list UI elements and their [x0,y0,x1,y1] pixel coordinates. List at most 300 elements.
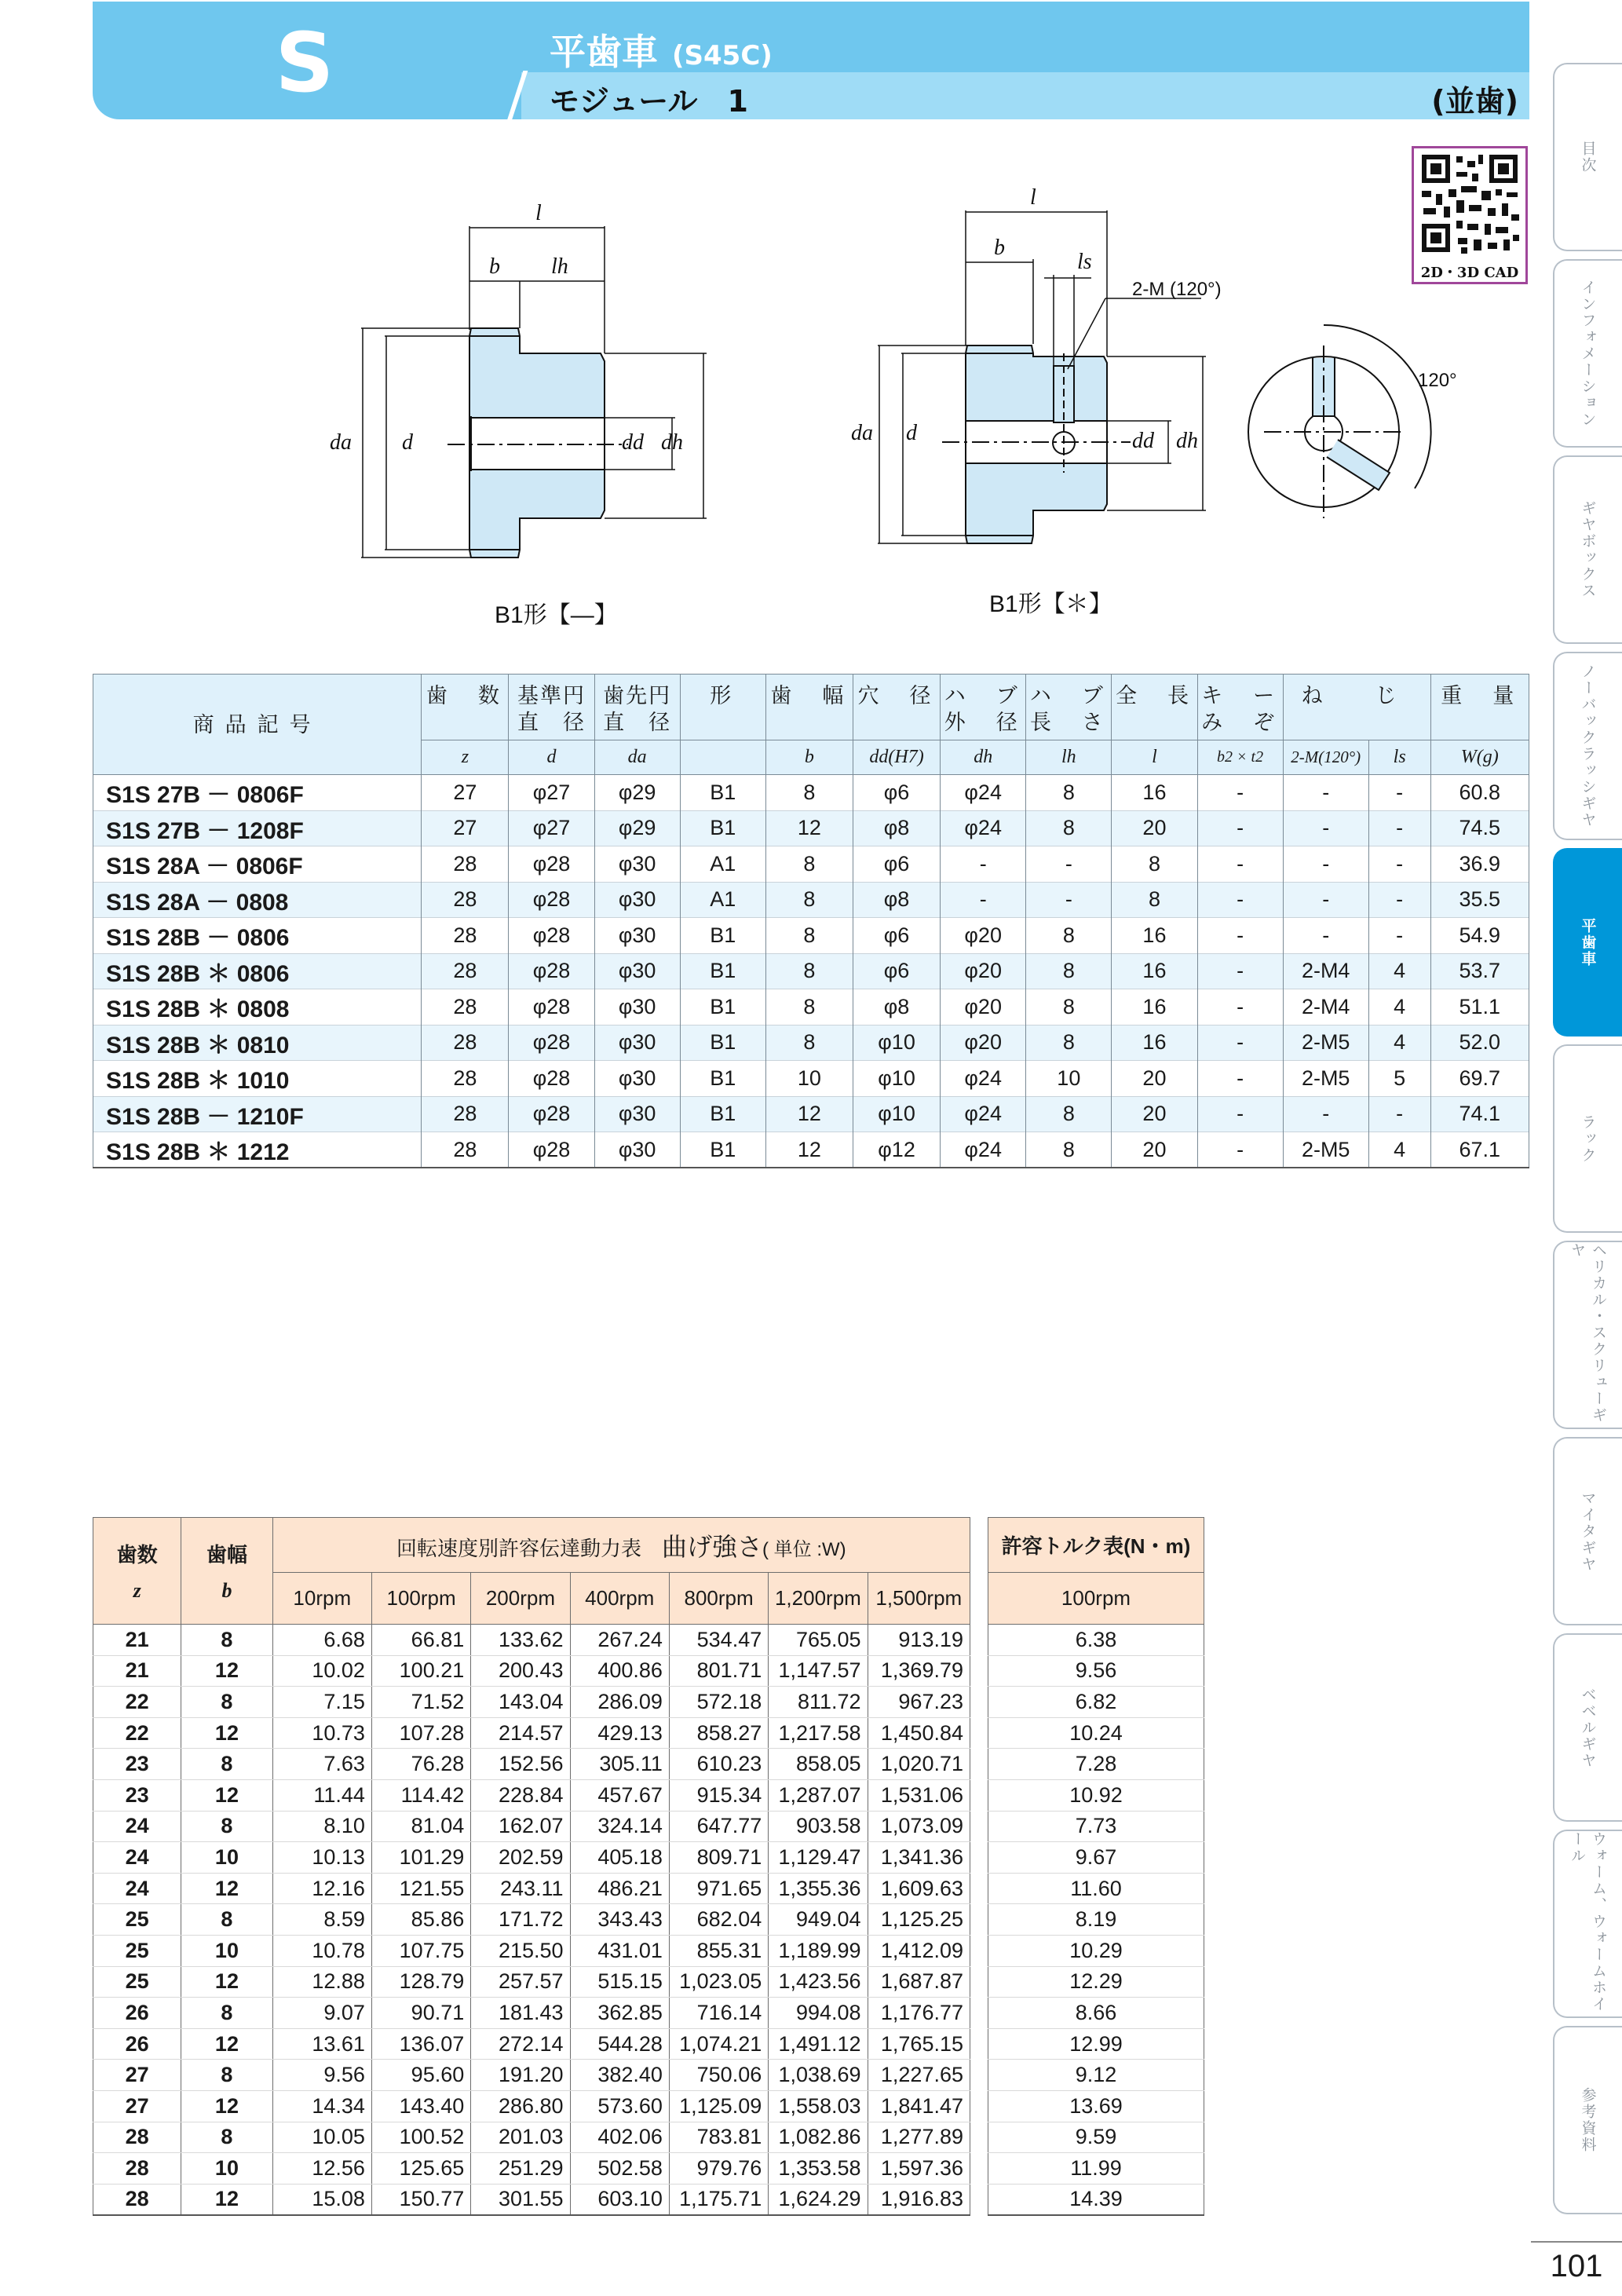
screw-label: 2-M (120°) [1132,279,1222,300]
teeth-cell: 25 [93,1904,181,1936]
col-bore-label: 穴 径 [857,684,936,707]
power-cell: 1,125.25 [868,1904,970,1936]
width-cell: 8 [181,2122,272,2153]
spec-cell: 28 [422,989,509,1026]
power-cell: 400.86 [570,1655,669,1687]
power-cell: 405.18 [570,1842,669,1874]
power-cell: 1,531.06 [868,1779,970,1811]
strength-table [93,1517,970,2216]
torque-speed: 100rpm [988,1573,1204,1625]
product-code: S1S 28B ＊ 1212 [93,1132,422,1168]
col-weight-label: 重 量 [1441,684,1519,707]
spec-cell: φ30 [594,1132,680,1168]
power-cell: 949.04 [769,1904,868,1936]
col-teeth-count-label: 歯数 [116,1543,158,1567]
col-hub-od-label: ハ ブ 外 径 [944,684,1022,734]
power-cell: 171.72 [471,1904,570,1936]
side-tab-label: ラック [1579,1113,1597,1164]
power-cell: 286.80 [471,2090,570,2122]
spec-cell: 20 [1112,810,1197,846]
col-key-label: キ ー み ぞ [1201,684,1280,734]
power-cell: 750.06 [669,2060,768,2091]
speed-header: 10rpm [272,1573,371,1625]
col-face-width-label: 歯幅 [206,1543,247,1567]
sym-dd: dd(H7) [853,740,941,775]
dim-l: l [535,201,542,225]
spec-cell: φ28 [509,846,594,883]
teeth-cell: 26 [93,1998,181,2029]
teeth-cell: 26 [93,2028,181,2060]
torque-cell: 10.29 [988,1935,1204,1966]
power-cell: 7.15 [272,1687,371,1718]
side-tab[interactable] [1553,455,1622,644]
sym-form [680,740,765,775]
power-cell: 1,175.71 [669,2184,768,2215]
spec-cell: 8 [1112,882,1197,918]
power-cell: 502.58 [570,2153,669,2184]
spec-cell: - [1368,810,1430,846]
power-cell: 267.24 [570,1625,669,1656]
power-cell: 1,412.09 [868,1935,970,1966]
spec-cell: φ30 [594,1061,680,1097]
speed-header: 200rpm [471,1573,570,1625]
col-tip-dia [594,675,680,740]
page-number: 101 [1531,2241,1622,2288]
side-tab-label: ヘリカル・スクリューギヤ [1569,1242,1607,1424]
spec-cell: 8 [1026,918,1112,954]
power-cell: 100.52 [371,2122,470,2153]
power-cell: 716.14 [669,1998,768,2029]
product-code: S1S 27B － 1208F [93,810,422,846]
spec-cell: 28 [422,1132,509,1168]
spec-cell: - [1197,810,1283,846]
strength-title-unit: ( 単位 :W) [762,1538,846,1560]
torque-row [988,2184,1204,2215]
spec-cell: φ24 [941,1132,1026,1168]
teeth-cell: 28 [93,2184,181,2215]
power-cell: 903.58 [769,1811,868,1842]
torque-title: 許容トルク表(N・m) [988,1518,1204,1573]
drawing-type-b1-screw [851,181,1468,573]
power-cell: 125.65 [371,2153,470,2184]
power-cell: 1,129.47 [769,1842,868,1874]
col-screw [1283,675,1430,740]
spec-cell: 12 [765,1096,853,1132]
width-cell: 8 [181,2060,272,2091]
col-hub-len-label: ハ ブ 長 さ [1029,684,1108,734]
spec-cell: φ29 [594,810,680,846]
power-cell: 1,355.36 [769,1873,868,1904]
power-cell: 8.10 [272,1811,371,1842]
power-cell: 8.59 [272,1904,371,1936]
power-cell: 1,353.58 [769,2153,868,2184]
power-cell: 486.21 [570,1873,669,1904]
side-tab[interactable] [1553,1633,1622,1822]
power-cell: 10.78 [272,1935,371,1966]
power-cell: 301.55 [471,2184,570,2215]
strength-row [93,2122,970,2153]
spec-row [93,810,1529,846]
torque-row [988,1625,1204,1656]
power-cell: 431.01 [570,1935,669,1966]
product-code: S1S 28B ＊ 0808 [93,989,422,1026]
col-form-label: 形 [710,684,736,707]
strength-row [93,1842,970,1874]
dim-b: b [489,254,500,279]
power-cell: 1,558.03 [769,2090,868,2122]
power-cell: 101.29 [371,1842,470,1874]
spec-cell: φ8 [853,989,941,1026]
spec-cell: φ28 [509,989,594,1026]
power-cell: 1,074.21 [669,2028,768,2060]
module-label: モジュール 1 [550,84,748,119]
col-weight [1430,675,1529,740]
power-cell: 114.42 [371,1779,470,1811]
spec-cell: 16 [1112,775,1197,811]
power-cell: 10.73 [272,1717,371,1749]
col-teeth-count [93,1518,181,1625]
dim-d: d [402,430,413,455]
strength-row [93,1687,970,1718]
teeth-cell: 25 [93,1935,181,1966]
spec-cell: φ12 [853,1132,941,1168]
col-pitch-label: 基準円 直 径 [517,684,586,734]
torque-row [988,1842,1204,1874]
power-cell: 1,287.07 [769,1779,868,1811]
product-code: S1S 28B ＊ 0810 [93,1025,422,1061]
spec-cell: 8 [765,989,853,1026]
dim-dh-right: dh [1176,429,1198,453]
power-cell: 90.71 [371,1998,470,2029]
power-cell: 1,125.09 [669,2090,768,2122]
power-cell: 1,491.12 [769,2028,868,2060]
spec-cell: 27 [422,810,509,846]
side-tab[interactable] [1553,1830,1622,2018]
power-cell: 534.47 [669,1625,768,1656]
spec-cell: 52.0 [1430,1025,1529,1061]
spec-row [93,775,1529,811]
spec-table [93,674,1529,1168]
power-cell: 12.56 [272,2153,371,2184]
power-cell: 128.79 [371,1966,470,1998]
sym-screw: 2-M(120°) [1283,740,1368,775]
power-cell: 1,624.29 [769,2184,868,2215]
torque-cell: 11.99 [988,2153,1204,2184]
torque-cell: 9.67 [988,1842,1204,1874]
spec-cell: - [1197,989,1283,1026]
spec-cell: φ27 [509,810,594,846]
torque-table-body [988,1625,1204,2215]
power-cell: 603.10 [570,2184,669,2215]
power-cell: 81.04 [371,1811,470,1842]
spec-cell: - [1283,1096,1368,1132]
torque-cell: 9.56 [988,1655,1204,1687]
col-tip-label: 歯先円 直 径 [603,684,672,734]
power-cell: 382.40 [570,2060,669,2091]
torque-cell: 9.59 [988,2122,1204,2153]
spec-cell: B1 [680,1096,765,1132]
spec-cell: 28 [422,1096,509,1132]
power-cell: 201.03 [471,2122,570,2153]
power-cell: 95.60 [371,2060,470,2091]
torque-cell: 7.73 [988,1811,1204,1842]
spec-cell: 16 [1112,953,1197,989]
spec-cell: 16 [1112,918,1197,954]
teeth-cell: 24 [93,1842,181,1874]
power-cell: 1,020.71 [868,1749,970,1780]
width-cell: 12 [181,2028,272,2060]
spec-row [93,953,1529,989]
power-cell: 152.56 [471,1749,570,1780]
power-cell: 801.71 [669,1655,768,1687]
power-cell: 1,038.69 [769,2060,868,2091]
strength-row [93,1904,970,1936]
spec-cell: 8 [1026,1096,1112,1132]
spec-cell: φ30 [594,989,680,1026]
power-cell: 979.76 [669,2153,768,2184]
teeth-cell: 27 [93,2060,181,2091]
spec-row [93,989,1529,1026]
spec-cell: 2-M5 [1283,1025,1368,1061]
speed-header: 1,500rpm [868,1573,970,1625]
side-tab-label: マイタギヤ [1579,1490,1597,1573]
sym-z: z [422,740,509,775]
power-cell: 107.28 [371,1717,470,1749]
power-cell: 100.21 [371,1655,470,1687]
strength-row [93,1749,970,1780]
dim-b-right: b [994,236,1005,260]
torque-row [988,2028,1204,2060]
spec-cell: 28 [422,1025,509,1061]
torque-row [988,1779,1204,1811]
strength-row [93,1625,970,1656]
width-cell: 12 [181,1779,272,1811]
power-cell: 1,023.05 [669,1966,768,1998]
power-cell: 181.43 [471,1998,570,2029]
strength-row [93,1811,970,1842]
spec-cell: φ8 [853,810,941,846]
spec-cell: 8 [1026,810,1112,846]
spec-cell: - [1026,882,1112,918]
teeth-cell: 22 [93,1717,181,1749]
spec-cell: - [1368,1096,1430,1132]
power-cell: 1,597.36 [868,2153,970,2184]
width-cell: 12 [181,1966,272,1998]
dim-dd-right: dd [1132,429,1154,453]
power-cell: 515.15 [570,1966,669,1998]
col-form [680,675,765,740]
torque-row [988,1811,1204,1842]
spec-cell: 16 [1112,989,1197,1026]
side-tab-label: 平歯車 [1579,917,1597,967]
teeth-cell: 21 [93,1625,181,1656]
spec-cell: 20 [1112,1132,1197,1168]
dim-ls-right: ls [1077,250,1092,274]
spec-cell: 8 [1026,1132,1112,1168]
strength-row [93,1873,970,1904]
spec-cell: 51.1 [1430,989,1529,1026]
product-code: S1S 28B ＊ 0806 [93,953,422,989]
spec-cell: φ28 [509,882,594,918]
angle-label: 120° [1418,370,1457,391]
power-cell: 610.23 [669,1749,768,1780]
power-cell: 10.13 [272,1842,371,1874]
spec-cell: φ28 [509,918,594,954]
spec-cell: A1 [680,882,765,918]
torque-row [988,1966,1204,1998]
spec-cell: - [941,882,1026,918]
side-tab-label: ベベルギヤ [1579,1686,1597,1769]
power-cell: 76.28 [371,1749,470,1780]
dim-dd: dd [622,430,644,455]
power-cell: 12.16 [272,1873,371,1904]
power-cell: 915.34 [669,1779,768,1811]
product-code: S1S 28B ＊ 1010 [93,1061,422,1097]
power-cell: 15.08 [272,2184,371,2215]
spec-table-body [93,775,1529,1168]
power-cell: 572.18 [669,1687,768,1718]
col-teeth [422,675,509,740]
col-pitch-dia [509,675,594,740]
spec-cell: B1 [680,953,765,989]
spec-cell: 8 [1026,1025,1112,1061]
power-cell: 1,841.47 [868,2090,970,2122]
power-cell: 1,217.58 [769,1717,868,1749]
width-cell: 12 [181,2184,272,2215]
power-cell: 1,423.56 [769,1966,868,1998]
torque-row [988,1655,1204,1687]
torque-cell: 8.66 [988,1998,1204,2029]
product-code: S1S 28B － 0806 [93,918,422,954]
power-cell: 71.52 [371,1687,470,1718]
sym-da: da [594,740,680,775]
spec-cell: φ28 [509,953,594,989]
strength-row [93,2153,970,2184]
power-cell: 429.13 [570,1717,669,1749]
side-tab[interactable] [1553,2026,1622,2214]
torque-row [988,1717,1204,1749]
power-cell: 811.72 [769,1687,868,1718]
torque-cell: 6.82 [988,1687,1204,1718]
strength-title [272,1518,970,1573]
spec-cell: 28 [422,1061,509,1097]
power-cell: 324.14 [570,1811,669,1842]
spec-cell: 8 [765,882,853,918]
spec-cell: 2-M5 [1283,1132,1368,1168]
torque-cell: 10.24 [988,1717,1204,1749]
strength-table-body [93,1625,970,2215]
sym-dh: dh [941,740,1026,775]
spec-cell: 20 [1112,1061,1197,1097]
torque-cell: 9.12 [988,2060,1204,2091]
power-cell: 228.84 [471,1779,570,1811]
spec-cell: B1 [680,1061,765,1097]
torque-row [988,1873,1204,1904]
power-cell: 1,765.15 [868,2028,970,2060]
spec-cell: 2-M4 [1283,989,1368,1026]
side-tab[interactable] [1553,259,1622,448]
power-cell: 11.44 [272,1779,371,1811]
side-tab[interactable] [1553,652,1622,840]
spec-cell: φ30 [594,918,680,954]
power-cell: 855.31 [669,1935,768,1966]
spec-cell: B1 [680,918,765,954]
product-code: S1S 28B － 1210F [93,1096,422,1132]
power-cell: 971.65 [669,1873,768,1904]
torque-cell: 10.92 [988,1779,1204,1811]
power-cell: 10.02 [272,1655,371,1687]
power-cell: 362.85 [570,1998,669,2029]
power-cell: 9.07 [272,1998,371,2029]
spec-row [93,1096,1529,1132]
spec-cell: 8 [1112,846,1197,883]
spec-cell: φ6 [853,846,941,883]
side-tab[interactable] [1553,1437,1622,1625]
power-cell: 200.43 [471,1655,570,1687]
spec-cell: φ20 [941,989,1026,1026]
power-cell: 1,687.87 [868,1966,970,1998]
spec-cell: 4 [1368,989,1430,1026]
spec-cell: φ10 [853,1025,941,1061]
width-cell: 10 [181,1842,272,1874]
spec-cell: 28 [422,918,509,954]
side-tab[interactable] [1553,1044,1622,1233]
spec-cell: 74.5 [1430,810,1529,846]
spec-cell: 8 [765,1025,853,1061]
spec-cell: 8 [765,775,853,811]
spec-row [93,1132,1529,1168]
width-cell: 8 [181,1998,272,2029]
spec-row [93,846,1529,883]
page-title [550,24,773,75]
spec-cell: 36.9 [1430,846,1529,883]
power-cell: 1,227.65 [868,2060,970,2091]
spec-cell: - [1283,846,1368,883]
qr-label: 2D・3D CAD [1420,265,1519,281]
power-cell: 1,176.77 [868,1998,970,2029]
spec-cell: - [1197,1132,1283,1168]
sym-d: d [509,740,594,775]
side-tab[interactable] [1553,1241,1622,1429]
side-tab[interactable] [1553,848,1622,1036]
power-cell: 214.57 [471,1717,570,1749]
spec-cell: φ24 [941,810,1026,846]
spec-cell: - [1197,882,1283,918]
spec-cell: B1 [680,810,765,846]
power-cell: 272.14 [471,2028,570,2060]
spec-cell: 8 [765,953,853,989]
col-face-width-sym: b [221,1579,232,1602]
strength-row [93,1966,970,1998]
spec-cell: φ28 [509,1096,594,1132]
teeth-cell: 21 [93,1655,181,1687]
power-cell: 305.11 [570,1749,669,1780]
power-cell: 544.28 [570,2028,669,2060]
power-cell: 215.50 [471,1935,570,1966]
power-cell: 136.07 [371,2028,470,2060]
power-cell: 286.09 [570,1687,669,1718]
spec-cell: 27 [422,775,509,811]
spec-cell: φ30 [594,953,680,989]
teeth-cell: 28 [93,2122,181,2153]
spec-cell: φ29 [594,775,680,811]
col-bore [853,675,941,740]
spec-cell: - [1283,882,1368,918]
side-tab[interactable] [1553,63,1622,251]
power-cell: 6.68 [272,1625,371,1656]
spec-cell: - [1368,775,1430,811]
width-cell: 12 [181,1717,272,1749]
